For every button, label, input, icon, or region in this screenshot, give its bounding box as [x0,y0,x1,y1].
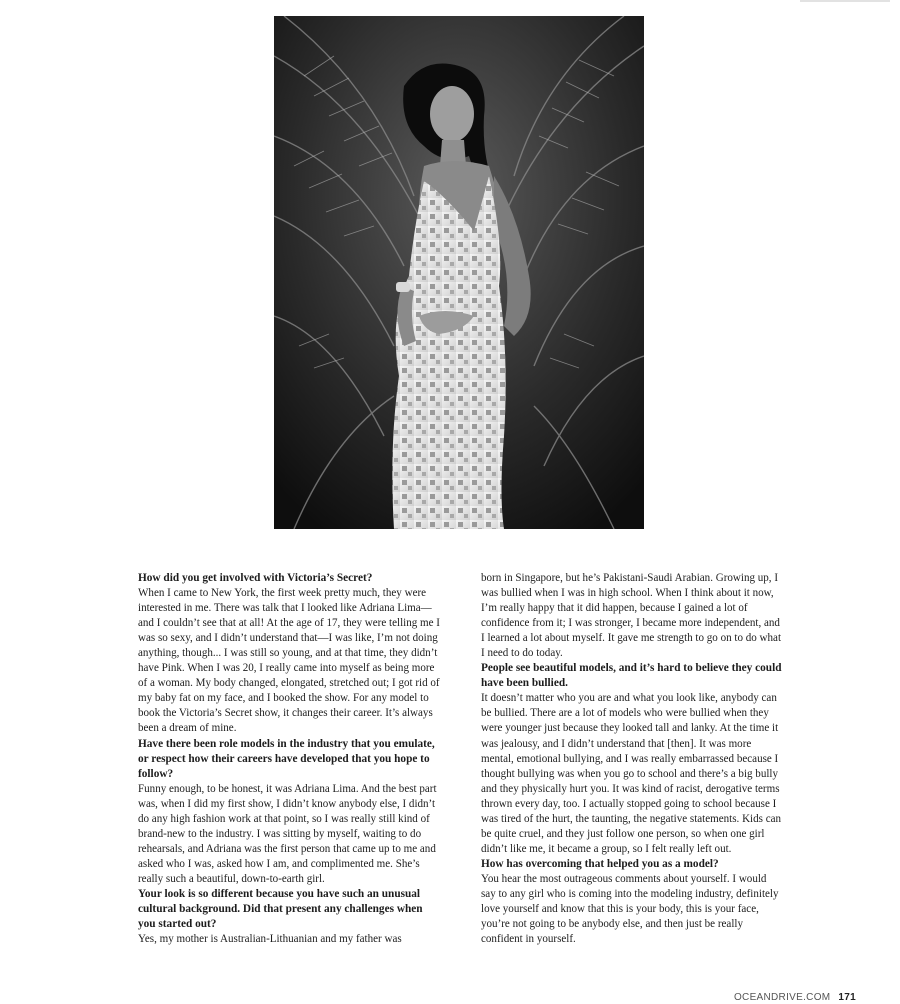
site-name: OCEANDRIVE.COM [733,992,831,1003]
answer-paragraph: When I came to New York, the first week pretty much, they were interested in me. There was talk that I looked like Adriana Lima—and I couldn’t see that at all! At the age of 17, they were telling me I was so sexy, and I didn’t understand that—I was like, I’m not doing anything, though... I was still so young, and at that time, they didn’t have Pink. When I was 20, I really came into myself as being more of a woman. My body changed, elongated, stretched out; I got rid of my baby fat on my face, and I booked the show. For any model to book the Victoria’s Secret show, it changes their career. It’s always been a dream of mine. [138,587,440,735]
page-number: 171 [838,992,856,1003]
answer-paragraph: You hear the most outrageous comments about yourself. I would say to any girl who is coming into the modeling industry, definitely love yourself and know that this is your body, this is your face, you’re not going to be anybody else, and then just be really confident in yourself. [481,872,779,946]
question-heading: Your look is so different because you have such an unusual cultural background. Did that present any challenges when you started out? [138,887,423,931]
question-heading: How did you get involved with Victoria’s Secret? [138,572,373,584]
fashion-photo [274,16,644,529]
answer-paragraph: Yes, my mother is Australian-Lithuanian and my father was [138,933,402,946]
page-footer [734,992,856,1003]
left-column [138,571,440,947]
answer-paragraph: Funny enough, to be honest, it was Adriana Lima. And the best part was, when I did my first show, I didn’t know anybody else, I didn’t do any high fashion work at that point, so I was really still kind of brand-new to the industry. I was sitting by myself, waiting to do rehearsals, and Adriana was the first person that came up to me and asked who I was, asked how I am, and complimented me. She’s really such a beautiful, down-to-earth girl. [138,782,437,885]
photo-illustration [274,16,644,529]
corner-mark [800,0,890,2]
right-column [481,571,783,947]
answer-paragraph: It doesn’t matter who you are and what you look like, anybody can be bullied. There are a lot of models who were bullied when they were younger just because they looked tall and lanky. At the time it was jealousy, and I didn’t understand that [then]. It was more mental, emotional bullying, and I was really embarrassed because I thought bullying was when you go to school and there’s a big bully and they physically hurt you. It was kind of racist, derogative terms thrown every day, too. I actually stopped going to school because I was tired of the hurt, the taunting, the negative statements. Kids can be quite cruel, and they just follow one person, so when one girl didn’t like me, it became a group, so I felt really left out. [481,692,782,855]
question-heading: People see beautiful models, and it’s hard to believe they could have been bullied. [481,662,782,690]
question-heading: Have there been role models in the industry that you emulate, or respect how their careers have developed that you hope to follow? [138,737,435,780]
answer-paragraph: born in Singapore, but he’s Pakistani-Saudi Arabian. Growing up, I was bullied when I was in high school. When I think about it now, I’m really happy that it did happen, because I gained a lot of confidence from it; I was stronger, I became more independent, and I learned a lot about myself. It gave me strength to go on to do what I need to do today. [481,572,782,660]
question-heading: How has overcoming that helped you as a model? [481,857,719,870]
